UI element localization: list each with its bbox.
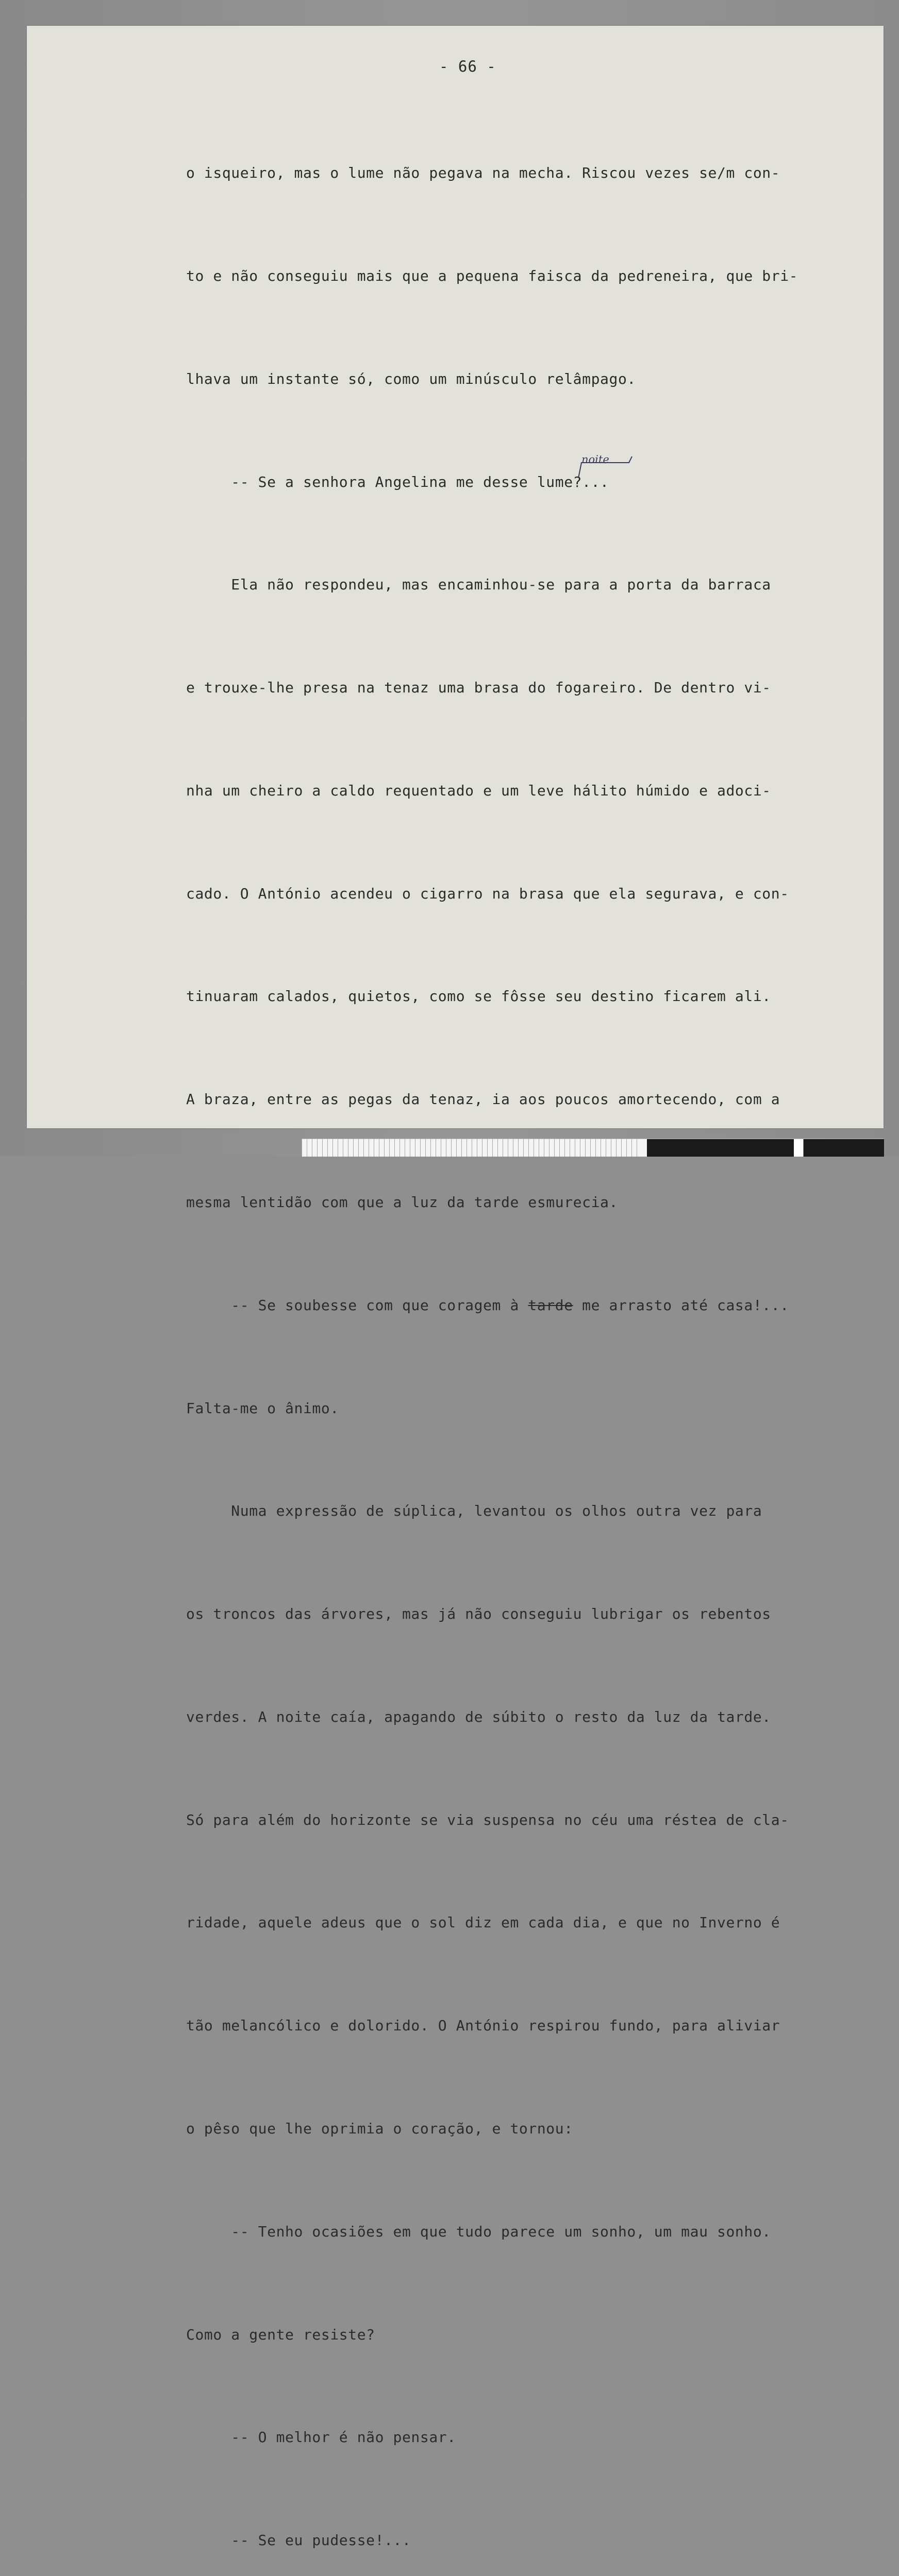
correction-before: -- Se soubesse com que coragem à [186, 1296, 528, 1314]
struck-word: tarde [528, 1296, 573, 1314]
text-line: -- O melhor é não pensar. [186, 2429, 456, 2446]
text-line: Falta-me o ânimo. [186, 1399, 339, 1417]
text-line: Numa expressão de súplica, levantou os olhos outra vez para [186, 1502, 762, 1520]
color-calibration-strip [647, 1139, 884, 1157]
text-line: cado. O António acendeu o cigarro na brasa que ela segurava, e con- [186, 885, 789, 902]
correction-after: me arrasto até casa!... [573, 1296, 789, 1314]
scale-ruler [302, 1139, 884, 1157]
text-line: Só para além do horizonte se via suspensa no céu uma réstea de cla- [186, 1811, 789, 1828]
text-line: o pêso que lhe oprimia o coração, e tornou: [186, 2120, 573, 2138]
text-line: ridade, aquele adeus que o sol diz em cada dia, e que no Inverno é [186, 1914, 780, 1931]
text-line: Como a gente resiste? [186, 2326, 375, 2343]
text-line: lhava um instante só, como um minúsculo relâmpago. [186, 370, 636, 387]
text-line: A braza, entre as pegas da tenaz, ia aos poucos amortecendo, com a [186, 1091, 780, 1108]
text-line: -- Se eu pudesse!... [186, 2532, 411, 2549]
ruler-ticks [302, 1139, 642, 1157]
text-line: -- Se a senhora Angelina me desse lume?... [186, 473, 609, 490]
text-line: tinuaram calados, quietos, como se fôsse seu destino ficarem ali. [186, 988, 771, 1005]
body-text [186, 88, 877, 2576]
text-line: -- Tenho ocasiões em que tudo parece um sonho, um mau sonho. [186, 2223, 771, 2240]
handwritten-insertion: noite [581, 453, 609, 466]
text-line: o isqueiro, mas o lume não pegava na mecha. Riscou vezes se/m con- [186, 164, 780, 182]
text-line-with-correction [186, 1289, 877, 1323]
text-line: nha um cheiro a caldo requentado e um leve hálito húmido e adoci- [186, 782, 771, 799]
page-number: - 66 - [439, 58, 496, 75]
text-line: tão melancólico e dolorido. O António respirou fundo, para aliviar [186, 2017, 780, 2035]
text-line: mesma lentidão com que a luz da tarde esmurecia. [186, 1194, 618, 1211]
text-line: to e não conseguiu mais que a pequena faisca da pedreneira, que bri- [186, 267, 798, 284]
text-line: verdes. A noite caía, apagando de súbito o resto da luz da tarde. [186, 1708, 771, 1725]
text-line: Ela não respondeu, mas encaminhou-se para a porta da barraca [186, 576, 771, 594]
text-line: e trouxe-lhe presa na tenaz uma brasa do fogareiro. De dentro vi- [186, 679, 771, 697]
text-line: os troncos das árvores, mas já não conseguiu lubrigar os rebentos [186, 1605, 771, 1623]
